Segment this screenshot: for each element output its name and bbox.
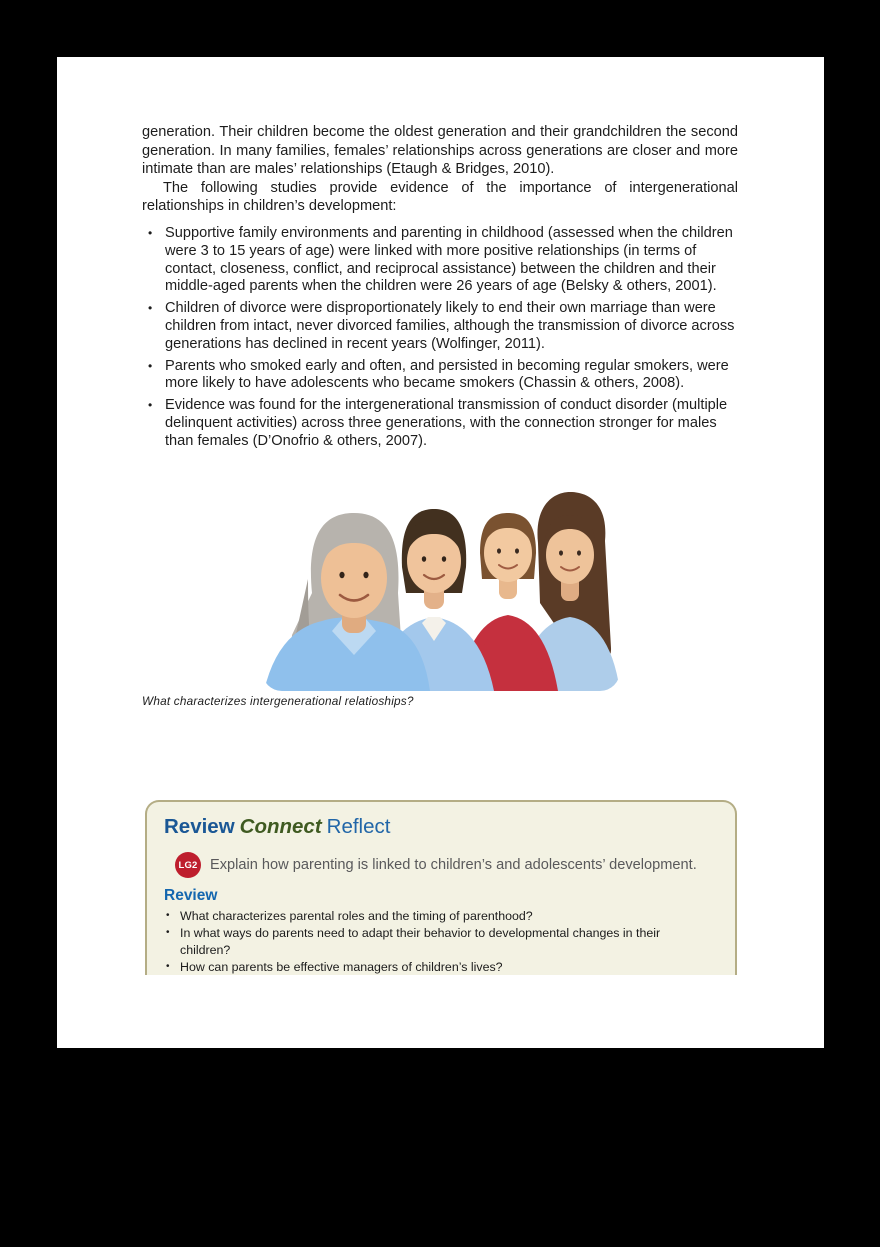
list-item: • Evidence was found for the intergenerational transmission of conduct disorder (multiple delinquent activities) across three generations, with the connection stronger for males than females (D’Onofrio & others, 2007).: [142, 397, 738, 450]
photo-caption: What characterizes intergenerational relatioships?: [142, 694, 414, 708]
review-question: • What characterizes parental roles and the timing of parenthood?: [164, 908, 713, 925]
review-connect-reflect-box: [145, 800, 737, 975]
learning-objective-row: [175, 852, 713, 878]
learning-objective-text: Explain how parenting is linked to children’s and adolescents’ development.: [210, 857, 697, 873]
four-generations-photo: [262, 483, 620, 691]
review-connect-reflect-title: [164, 815, 713, 839]
textbook-page: [57, 57, 824, 1048]
body-text-column: [142, 123, 738, 455]
list-item: • Parents who smoked early and often, and persisted in becoming regular smokers, were more likely to have adolescents who became smokers (Chassin & others, 2008).: [142, 358, 738, 394]
lg2-badge: LG2: [175, 852, 201, 878]
paragraph: The following studies provide evidence of the importance of intergenerational relationships in children’s development:: [142, 179, 738, 215]
list-item: • Supportive family environments and parenting in childhood (assessed when the children were 3 to 15 years of age) were linked with more positive relationships (in terms of contact, closeness, conflict, and reciprocal assistance) between the children and their middle-aged parents when the children were 26 years of age (Belsky & others, 2001).: [142, 225, 738, 296]
title-review: Review: [164, 815, 235, 838]
review-heading: Review: [164, 887, 218, 904]
title-reflect: Reflect: [326, 815, 391, 838]
paragraph: generation. Their children become the oldest generation and their grandchildren the second generation. In many families, females’ relationships across generations are closer and more intimate than are males’ relationships (Etaugh & Bridges, 2010).: [142, 124, 738, 178]
review-question: • In what ways do parents need to adapt their behavior to developmental changes in their children?: [164, 925, 713, 958]
list-item: • Children of divorce were disproportionately likely to end their own marriage than were children from intact, never divorced families, although the transmission of divorce across generations has declined in recent years (Wolfinger, 2011).: [142, 300, 738, 353]
study-bullet-list: [142, 225, 738, 451]
title-connect: Connect: [239, 815, 322, 838]
review-question-list: [164, 908, 713, 975]
review-question: • How can parents be effective managers of children’s lives?: [164, 959, 713, 975]
